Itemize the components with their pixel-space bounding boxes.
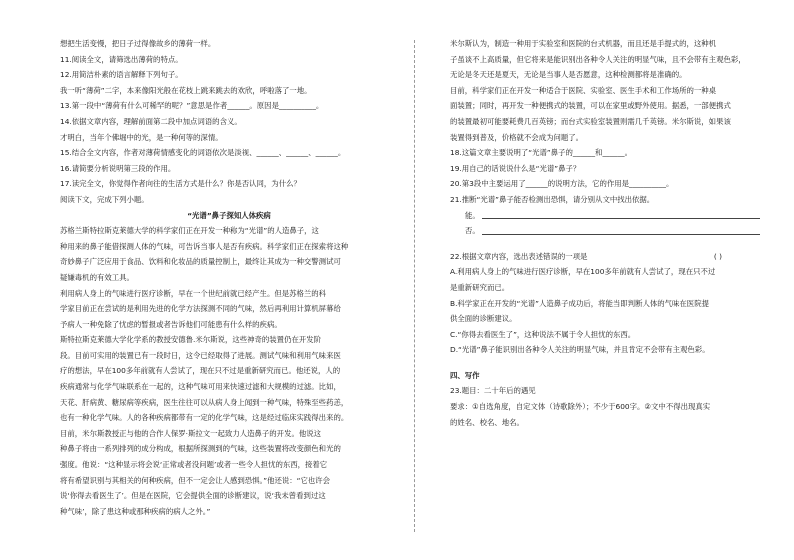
question-23: 23.题目：二十年后的遇见 (450, 386, 536, 396)
left-column (60, 36, 398, 519)
article-line: 米尔斯认为，制造一种用于实验室和医院的台式机器，而且还是手提式的，这种机 (450, 39, 717, 48)
article-line: 种气味’，除了患这种或那种疾病的病人之外。” (60, 506, 211, 516)
question-14-sentence: 才明白，当年个佛堀中的光，是一种何等的深情。 (60, 132, 223, 142)
article-line: 强度。他说：“这种显示将会说‘正常或者没问题’或者一些令人担忧的东西，接着它 (60, 460, 328, 470)
question-17: 17.读完全文，你觉得作者向往的生活方式是什么？你是否认同，为什么？ (60, 179, 301, 189)
reading-instruction: 阅读下文，完成下列小题。 (60, 194, 149, 204)
option-b-cont: 供全面的诊断建议。 (450, 314, 517, 324)
article-line: 说‘你得去看医生了’。但是在医院，它会提供全面的诊断建议，说‘我未曾看到过这 (60, 491, 326, 501)
question-12: 12.用简洁朴素的语言解释下列句子。 (60, 70, 183, 80)
article-line: 将有希望识别与其相关的何种疾病，但不一定会让人感到恐惧。”他还说：“它也许会 (60, 475, 331, 485)
writing-requirement: 要求：①自选角度，自定文体（诗歌除外）；不少于600字。②文中不得出现真实 (450, 402, 711, 412)
article-line: 种用来的鼻子能借探测人体的气味，可告诉当事人是否有疾病。科学家们正在探索将这种 (60, 241, 349, 251)
answer-label-no: 否。 (465, 226, 480, 236)
answer-rule (482, 208, 760, 220)
question-13: 13.第一段中“薄荷有什么可稀罕的呢？”意思是作者______。原因是__________。 (60, 101, 324, 111)
article-line: 予病人一种免除了忧虑的暂报或者告诉他们可能患有什么样的疾病。 (60, 319, 282, 329)
answer-line-no[interactable] (450, 223, 762, 239)
question-22-text: 22.根据文章内容，选出表述错误的一项是 (450, 251, 588, 261)
question-22 (450, 249, 762, 265)
article-line: 学家目前正在尝试的是利用先进的化学方法探测不同的气味，然后再利用计算机屏幕给 (60, 304, 341, 314)
column-divider (414, 40, 415, 532)
article-line: 的装置最初可能要耗费几百英镑；而台式实验室装置则需几千英镑。米尔斯说，如果该 (450, 116, 731, 126)
question-15: 15.结合全文内容，作者对薄荷情感变化的词语依次是淡视、______、______、______。 (60, 148, 346, 158)
answer-line-yes[interactable] (450, 208, 762, 224)
section-writing-heading: 四、写作 (450, 370, 480, 380)
right-column (450, 36, 762, 430)
article-line: 目前，米尔斯教授正与他的合作人保罗·斯拉文一起致力人造鼻子的开发。他说这 (60, 428, 322, 438)
article-line: 面装置；同时，再开发一种便携式的装置，可以在家里或野外使用。据悉，一部便携式 (450, 101, 731, 111)
option-b: B.科学家正在开发的“光谱”人造鼻子成功后，将能当即判断人体的气味在医院提 (450, 298, 709, 308)
question-11: 11.阅读全文，请筛选出薄荷的特点。 (60, 54, 183, 64)
article-line: 子虽谈不上高质量，但它将来是能识别出各种令人关注的明显气味，且不会带有主观色彩， (450, 54, 746, 64)
article-line: 奇妙鼻子广泛应用于食品、饮料和化妆品的质量控制上，最终让其成为一种交警测试可 (60, 257, 341, 267)
answer-label-yes: 能。 (465, 210, 480, 220)
article-line: 疑嫌毒机的有效工具。 (60, 272, 134, 282)
option-a-cont: 是重新研究而已。 (450, 282, 510, 292)
option-d: D.“光谱”鼻子能识别出各种令人关注的明显气味，并且肯定不会带有主观色彩。 (450, 345, 710, 355)
article-line: 天花、肝病黄、糖尿病等疾病，医生往往可以从病人身上闻到一种气味，特殊至些药恙， (60, 397, 349, 407)
article-line: 苏格兰斯特拉斯克莱德大学的科学家们正在开发一种称为“光谱”的人造鼻子，这 (60, 226, 319, 236)
article-line: 装置得到普及，价格就不会成为问题了。 (450, 132, 584, 142)
question-14: 14.依据文章内容，理解前面第二段中加点词语的含义。 (60, 116, 242, 126)
article-line: 段。目前可实用的装置已有一段时日，这令已经取得了进展。测试气味和利用气味来医 (60, 350, 341, 360)
article-line: 斯特拉斯克莱德大学化学系的教授安德鲁.米尔斯说，这些神奇的装置仍在开发阶 (60, 335, 322, 345)
question-18: 18.这篇文章主要说明了“光谱”鼻子的______和______。 (450, 148, 633, 158)
question-19: 19.用自己的话说说什么是“光谱”鼻子？ (450, 163, 581, 173)
article-title: “光谱”鼻子探知人体疾病 (187, 210, 271, 220)
question-20: 20.第3段中主要运用了______的说明方法，它的作用是__________。 (450, 179, 674, 189)
question-16: 16.请简要分析说明第三段的作用。 (60, 163, 176, 173)
article-line: 也有一种化学气味。人的各种疾病都带有一定的化学气味，这是经过临床实践得出来的。 (60, 413, 349, 423)
article-line: 利用病人身上的气味进行医疗诊断，早在一个世纪前就已经产生。但是苏格兰的科 (60, 288, 327, 298)
answer-paren: ( ) (713, 251, 722, 261)
article-line: 疾病通常与化学气味联系在一起的，这种气味可用来快速过滤和大规模的过滤。比如， (60, 382, 341, 392)
article-line: 无论是冬天还是夏天，无论是当事人是否愿意，这种检测都将是准确的。 (450, 70, 687, 80)
option-a: A.利用病人身上的气味进行医疗诊断，早在100多年前就有人尝试了，现在只不过 (450, 267, 716, 277)
option-c: C.“你得去看医生了”，这种说法不属于令人担忧的东西。 (450, 329, 636, 339)
article-line: 疗的想法，早在100多年前就有人尝试了，现在只不过是重新研究而已。他还说，人的 (60, 366, 341, 376)
question-line: 想把生活变慢，把日子过得像故乡的薄荷一样。 (60, 39, 216, 48)
writing-requirement-cont: 的姓名、校名、地名。 (450, 417, 524, 427)
question-21: 21.推断“光谱”鼻子能否检测出恐惧，请分别从文中找出依据。 (450, 194, 655, 204)
answer-rule (482, 223, 760, 235)
question-12-sentence: 我一听“薄荷”二字，本来像阳光般在花枝上跳来跳去的欢欣，呼啦落了一地。 (60, 85, 312, 95)
article-line: 目前，科学家们正在开发一种适合于医院、实验室、医生手术和工作场所的一种桌 (450, 85, 717, 95)
article-line: 种鼻子将由一系列排列的成分构成，根据所探测到的气味，这些装置将改变颜色和光的 (60, 444, 341, 454)
